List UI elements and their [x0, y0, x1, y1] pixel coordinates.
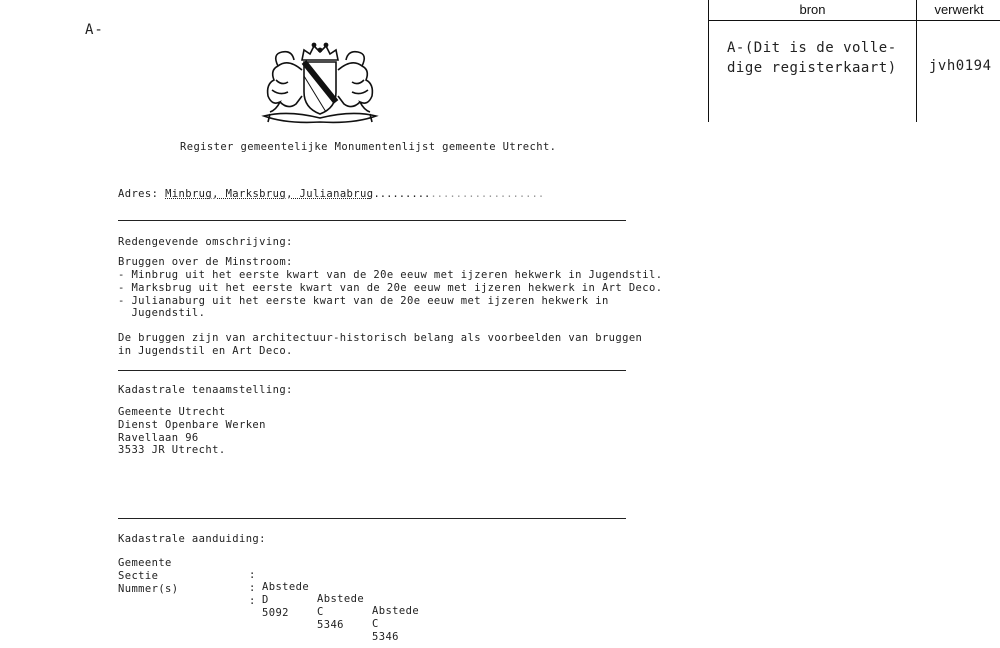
verwerkt-header: verwerkt — [934, 2, 984, 17]
cadastral-value: Abstede — [372, 605, 420, 617]
table-column-divider — [916, 0, 917, 122]
divider-line — [118, 220, 626, 221]
cadastral-label: Gemeente — [118, 557, 172, 569]
address-line: Adres: Minbrug, Marksbrug, Julianabrug........................... — [118, 188, 545, 200]
utrecht-coat-of-arms — [258, 40, 382, 126]
cadastral-label: Sectie — [118, 570, 159, 582]
description-intro: Bruggen over de Minstroom: — [118, 256, 293, 268]
cadastral-value: 5346 — [317, 619, 344, 631]
description-conclusion: in Jugendstil en Art Deco. — [118, 345, 293, 357]
document-title: Register gemeentelijke Monumentenlijst gemeente Utrecht. — [180, 141, 557, 153]
cadastral-value: C — [317, 606, 324, 618]
corner-mark: A- — [85, 22, 104, 38]
bron-value: A-(Dit is de volle- dige registerkaart) — [727, 40, 897, 76]
owner-heading: Kadastrale tenaamstelling: — [118, 384, 293, 396]
cadastral-value: Abstede — [262, 581, 310, 593]
description-conclusion: De bruggen zijn van architectuur-historisch belang als voorbeelden van bruggen — [118, 332, 643, 344]
description-item: Jugendstil. — [118, 307, 206, 319]
cadastral-colon: : — [249, 569, 256, 581]
description-item: - Julianaburg uit het eerste kwart van de 20e eeuw met ijzeren hekwerk in — [118, 295, 609, 307]
divider-line — [118, 370, 626, 371]
owner-line: 3533 JR Utrecht. — [118, 444, 226, 456]
description-heading: Redengevende omschrijving: — [118, 236, 293, 248]
table-header-divider — [709, 20, 1000, 21]
address-label: Adres: — [118, 188, 159, 200]
description-item: - Minbrug uit het eerste kwart van de 20e eeuw met ijzeren hekwerk in Jugendstil. — [118, 269, 663, 281]
cadastral-value: 5092 — [262, 607, 289, 619]
owner-line: Dienst Openbare Werken — [118, 419, 266, 431]
address-value: Minbrug, Marksbrug, Julianabrug — [165, 188, 374, 200]
cadastral-value: D — [262, 594, 269, 606]
bron-header: bron — [799, 2, 826, 17]
divider-line — [118, 518, 626, 519]
metadata-table — [708, 0, 1000, 122]
owner-line: Ravellaan 96 — [118, 432, 199, 444]
cadastral-heading: Kadastrale aanduiding: — [118, 533, 266, 545]
verwerkt-value: jvh0194 — [929, 58, 992, 74]
cadastral-colon: : — [249, 582, 256, 594]
cadastral-colon: : — [249, 595, 256, 607]
owner-line: Gemeente Utrecht — [118, 406, 226, 418]
cadastral-value: 5346 — [372, 631, 399, 643]
description-item: - Marksbrug uit het eerste kwart van de 20e eeuw met ijzeren hekwerk in Art Deco. — [118, 282, 663, 294]
cadastral-label: Nummer(s) — [118, 583, 179, 595]
cadastral-value: C — [372, 618, 379, 630]
cadastral-value: Abstede — [317, 593, 365, 605]
